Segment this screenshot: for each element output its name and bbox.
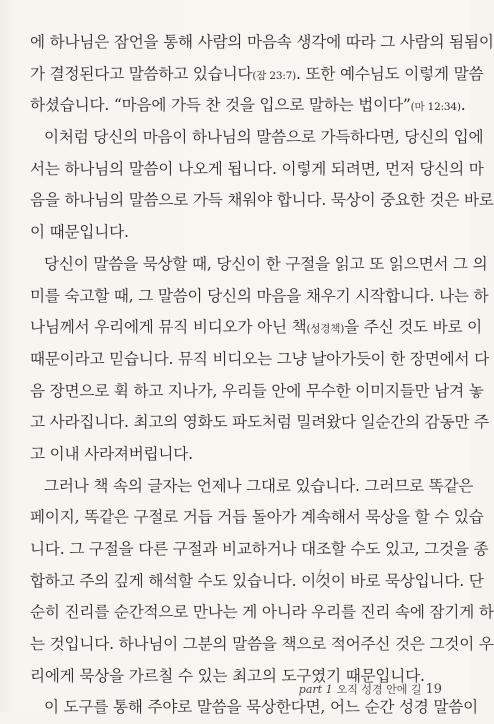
text-line: 고 이내 사라져버립니다.	[30, 444, 193, 463]
text-line: 페이지, 똑같은 구절로 거듭 거듭 돌아가 계속해서 묵상을 할 수 있습	[30, 508, 484, 527]
text-line: 미를 숙고할 때, 그 말씀이 당신의 마음을 채우기 시작합니다. 나는 하	[30, 286, 489, 305]
scripture-reference: (마 12:34)	[410, 101, 461, 114]
text-line: 이 때문입니다.	[30, 223, 129, 242]
paragraph-first-line: 그러나 책 속의 글자는 언제나 그대로 있습니다. 그러므로 똑같은	[44, 476, 474, 495]
footer-section-title: 오직 성경 안에 길	[336, 683, 422, 696]
body-text	[30, 27, 494, 724]
paragraph-first-line: 이 도구를 통해 주야로 말씀을 묵상한다면, 어느 순간 성경 말씀이	[44, 698, 479, 717]
text-line: 음을 하나님의 말씀으로 가득 채워야 합니다. 묵상이 중요한 것은 바로	[30, 191, 494, 210]
text-line: 가 결정된다고 말씀하고 있습니다(잠 23:7). 또한 예수님도 이렇게 말씀	[30, 64, 484, 83]
text-line: 리에게 묵상을 가르칠 수 있는 최고의 도구였기 때문입니다.	[30, 666, 425, 685]
page-footer	[299, 678, 442, 697]
text-line: 하셨습니다. “마음에 가득 찬 것을 입으로 말하는 법이다”(마 12:34).	[30, 96, 466, 115]
text-line: 때문이라고 믿습니다. 뮤직 비디오는 그냥 날아가듯이 한 장면에서 다	[30, 349, 489, 368]
footer-part-label: part 1	[298, 683, 333, 696]
paragraph-first-line: 이처럼 당신의 마음이 하나님의 말씀으로 가득하다면, 당신의 입에	[44, 128, 484, 147]
text-line: 서는 하나님의 말씀이 나오게 됩니다. 이렇게 되려면, 먼저 당신의 마	[30, 159, 484, 178]
text-line: 에 하나님은 잠언을 통해 사람의 마음속 생각에 따라 그 사람의 됨됨이	[30, 33, 494, 51]
text-line: 고 사라집니다. 최고의 영화도 파도처럼 밀려왔다 일순간의 감동만 주	[30, 413, 489, 432]
text-line: 나님께서 우리에게 뮤직 비디오가 아닌 책(성경책)을 주신 것도 바로 이	[30, 318, 483, 337]
text-line: 합하고 주의 깊게 해석할 수도 있습니다. 이것이 바로 묵상입니다. 단	[30, 571, 484, 590]
text-line: 는 것입니다. 하나님이 그분의 말씀을 책으로 적어주신 것은 그것이 우	[30, 635, 494, 654]
text-line: 음 장면으로 휙 하고 지나가, 우리들 안에 무수한 이미지들만 남겨 놓	[30, 381, 484, 400]
text-line: 니다. 그 구절을 다른 구절과 비교하거나 대조할 수도 있고, 그것을 종	[30, 540, 489, 558]
scripture-reference: (성경책)	[306, 323, 345, 336]
text-line: 순히 진리를 순간적으로 만나는 게 아니라 우리를 진리 속에 잠기게 하	[30, 603, 494, 622]
scripture-reference: (잠 23:7)	[252, 69, 297, 82]
paragraph-first-line: 당신이 말씀을 묵상할 때, 당신이 한 구절을 읽고 또 읽으면서 그 의	[44, 254, 488, 273]
page-number: 19	[425, 682, 442, 697]
